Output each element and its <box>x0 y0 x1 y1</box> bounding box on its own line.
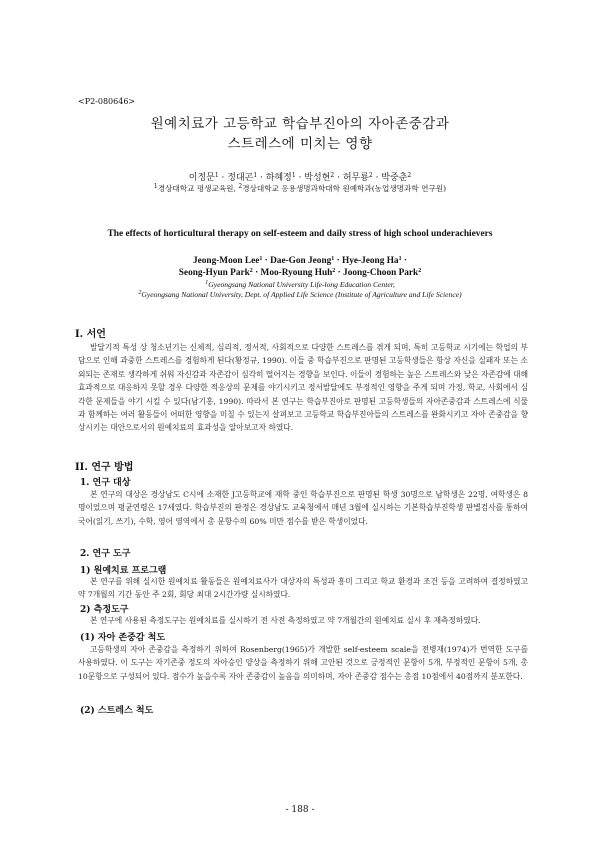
english-affiliation-1: $^1$Gyeongsang National University Life-long Education Center, <box>205 280 395 289</box>
author-ko: 정대곤 <box>227 173 254 183</box>
author-ko: 이정문 <box>188 173 215 183</box>
english-authors-line-2: Seong-Hyun Park$^2$ · Moo-Ryoung Huh$^2$ · Joong-Choon Park$^2$ <box>178 268 422 278</box>
measurement-paragraph: 본 연구에 사용된 측정도구는 원예치료를 실시하기 전 사전 측정하였고 약 7개월간의 원예치료 실시 후 재측정하였다. <box>90 616 481 625</box>
subsection-heading-stress-scale: (2) 스트레스 척도 <box>80 706 154 716</box>
korean-title-line-2: 스트레스에 미치는 영향 <box>227 136 373 152</box>
subsection-heading-self-esteem-scale: (1) 자아 존중감 척도 <box>80 633 166 643</box>
section-heading-introduction: I. 서언 <box>75 329 106 340</box>
subsection-heading-horticulture-program: 1) 원예치료 프로그램 <box>80 566 167 576</box>
subjects-paragraph: 본 연구의 대상은 경상남도 C시에 소재한 J고등학교에 재학 중인 학습부진으로 판명된 학생 30명으로 남학생은 22명, 여학생은 8명이었으며 평균연령은 17세였다. 학습부진의 판정은 경상남도 교육청에서 매년 3월에 실시하는 기본학습부진학생 판별검사를 통하여 국어(읽기, 쓰기), 수학, 영어 영역에서 총 문항수의 60% 미만 점수를 받은 학생이었다. <box>78 490 528 526</box>
subsection-heading-subjects: 1. 연구 대상 <box>80 478 131 488</box>
english-affiliation-2: $^2$Gyeongsang National University, Dept. of Applied Life Science (Institute of Agriculture and Life Science) <box>138 290 462 299</box>
english-authors-line-1: Jeong-Moon Lee$^1$ · Dae-Gon Jeong$^1$ · Hye-Jeong $Ha^1$ · <box>192 256 408 266</box>
subsection-heading-tools: 2. 연구 도구 <box>80 549 131 559</box>
subsection-heading-measurement: 2) 측정도구 <box>80 605 129 615</box>
horticulture-program-paragraph: 본 연구를 위해 실시한 원예치료 활동들은 원예치료사가 대상자의 특성과 흥미 그리고 학교 환경과 조건 등을 고려하여 결정하였고 약 7개월의 기간 동안 주 2회, 회당 최대 2시간가량 실시하였다. <box>78 577 528 600</box>
korean-affiliation: $^1$경상대학교 평생교육원, $^2$경상대학교 응용생명과학대학 원예학과(농업생명과학 연구원) <box>153 183 447 193</box>
page-number: - 188 - <box>285 805 315 815</box>
introduction-paragraph: 발달기적 특성 상 청소년기는 신체적, 심리적, 정서적, 사회적으로 다양한 스트레스를 겪게 되며, 특히 고등학교 시기에는 학업의 부담으로 인해 과중한 스트레스를 경험하게 된다(황정규, 1990). 이들 중 학습부진으로 판명된 고등학생들은 항상 자신을 실패자 또는 소외되는 존재로 생각하게 쉬워 자신감과 자존감이 심각히 떨어지는 경향을 보인다. 이들이 경험하는 높은 스트레스와 낮은 자존감에 대해 효과적으로 대응하지 못할 경우 다양한 적응상의 문제를 야기시키고 정서발달에도 부정적인 영향을 주게 되며 가정, 학교, 사회에서 심각한 문제들을 야기 시킬 수 있다(남기홍, 1990). 따라서 본 연구는 학습부진아로 판명된 고등학생들의 자아존중감과 스트레스에 식물과 함께하는 여러 활동들이 어떠한 영향을 미칠 수 있는지 살펴보고 고등학교 학습부진아들의 스트레스를 완화시키고 자아 존중감을 향상시키는 대안으로서의 원예치료의 효과성을 알아보고자 하였다. <box>78 343 528 433</box>
paper-code: <P2-080646> <box>78 97 136 106</box>
author-ko: 허무룡 <box>342 173 369 183</box>
korean-title-line-1: 원예치료가 고등학교 학습부진아의 자아존중감과 <box>150 116 450 132</box>
author-ko: 박중춘 <box>381 173 408 183</box>
english-title: The effects of horticultural therapy on self-esteem and daily stress of high school underachievers <box>107 229 493 239</box>
section-heading-methods: II. 연구 방법 <box>75 462 134 473</box>
author-ko: 박성현 <box>304 173 331 183</box>
author-ko: 하혜정 <box>265 173 292 183</box>
self-esteem-scale-paragraph: 고등학생의 자아 존중감을 측정하기 위하여 Rosenberg(1965)가 개발한 self-esteem scale을 전병재(1974)가 번역한 도구를 사용하였다. 이 도구는 자기존중 정도의 자아승인 양상을 측정하기 위해 고안된 것으로 긍정적인 문항이 5개, 부정적인 문항이 5개, 총 10문항으로 구성되어 있다. 점수가 높을수록 자아 존중감이 높음을 의미하며, 자아 존중감 점수는 총점 10점에서 40점까지 분포한다. <box>78 645 528 681</box>
korean-authors: 이정문$^1$ · 정대곤$^1$ · 하혜정$^1$ · 박성현$^2$ · 허무룡$^2$ · 박중춘$^2$ <box>188 172 412 183</box>
